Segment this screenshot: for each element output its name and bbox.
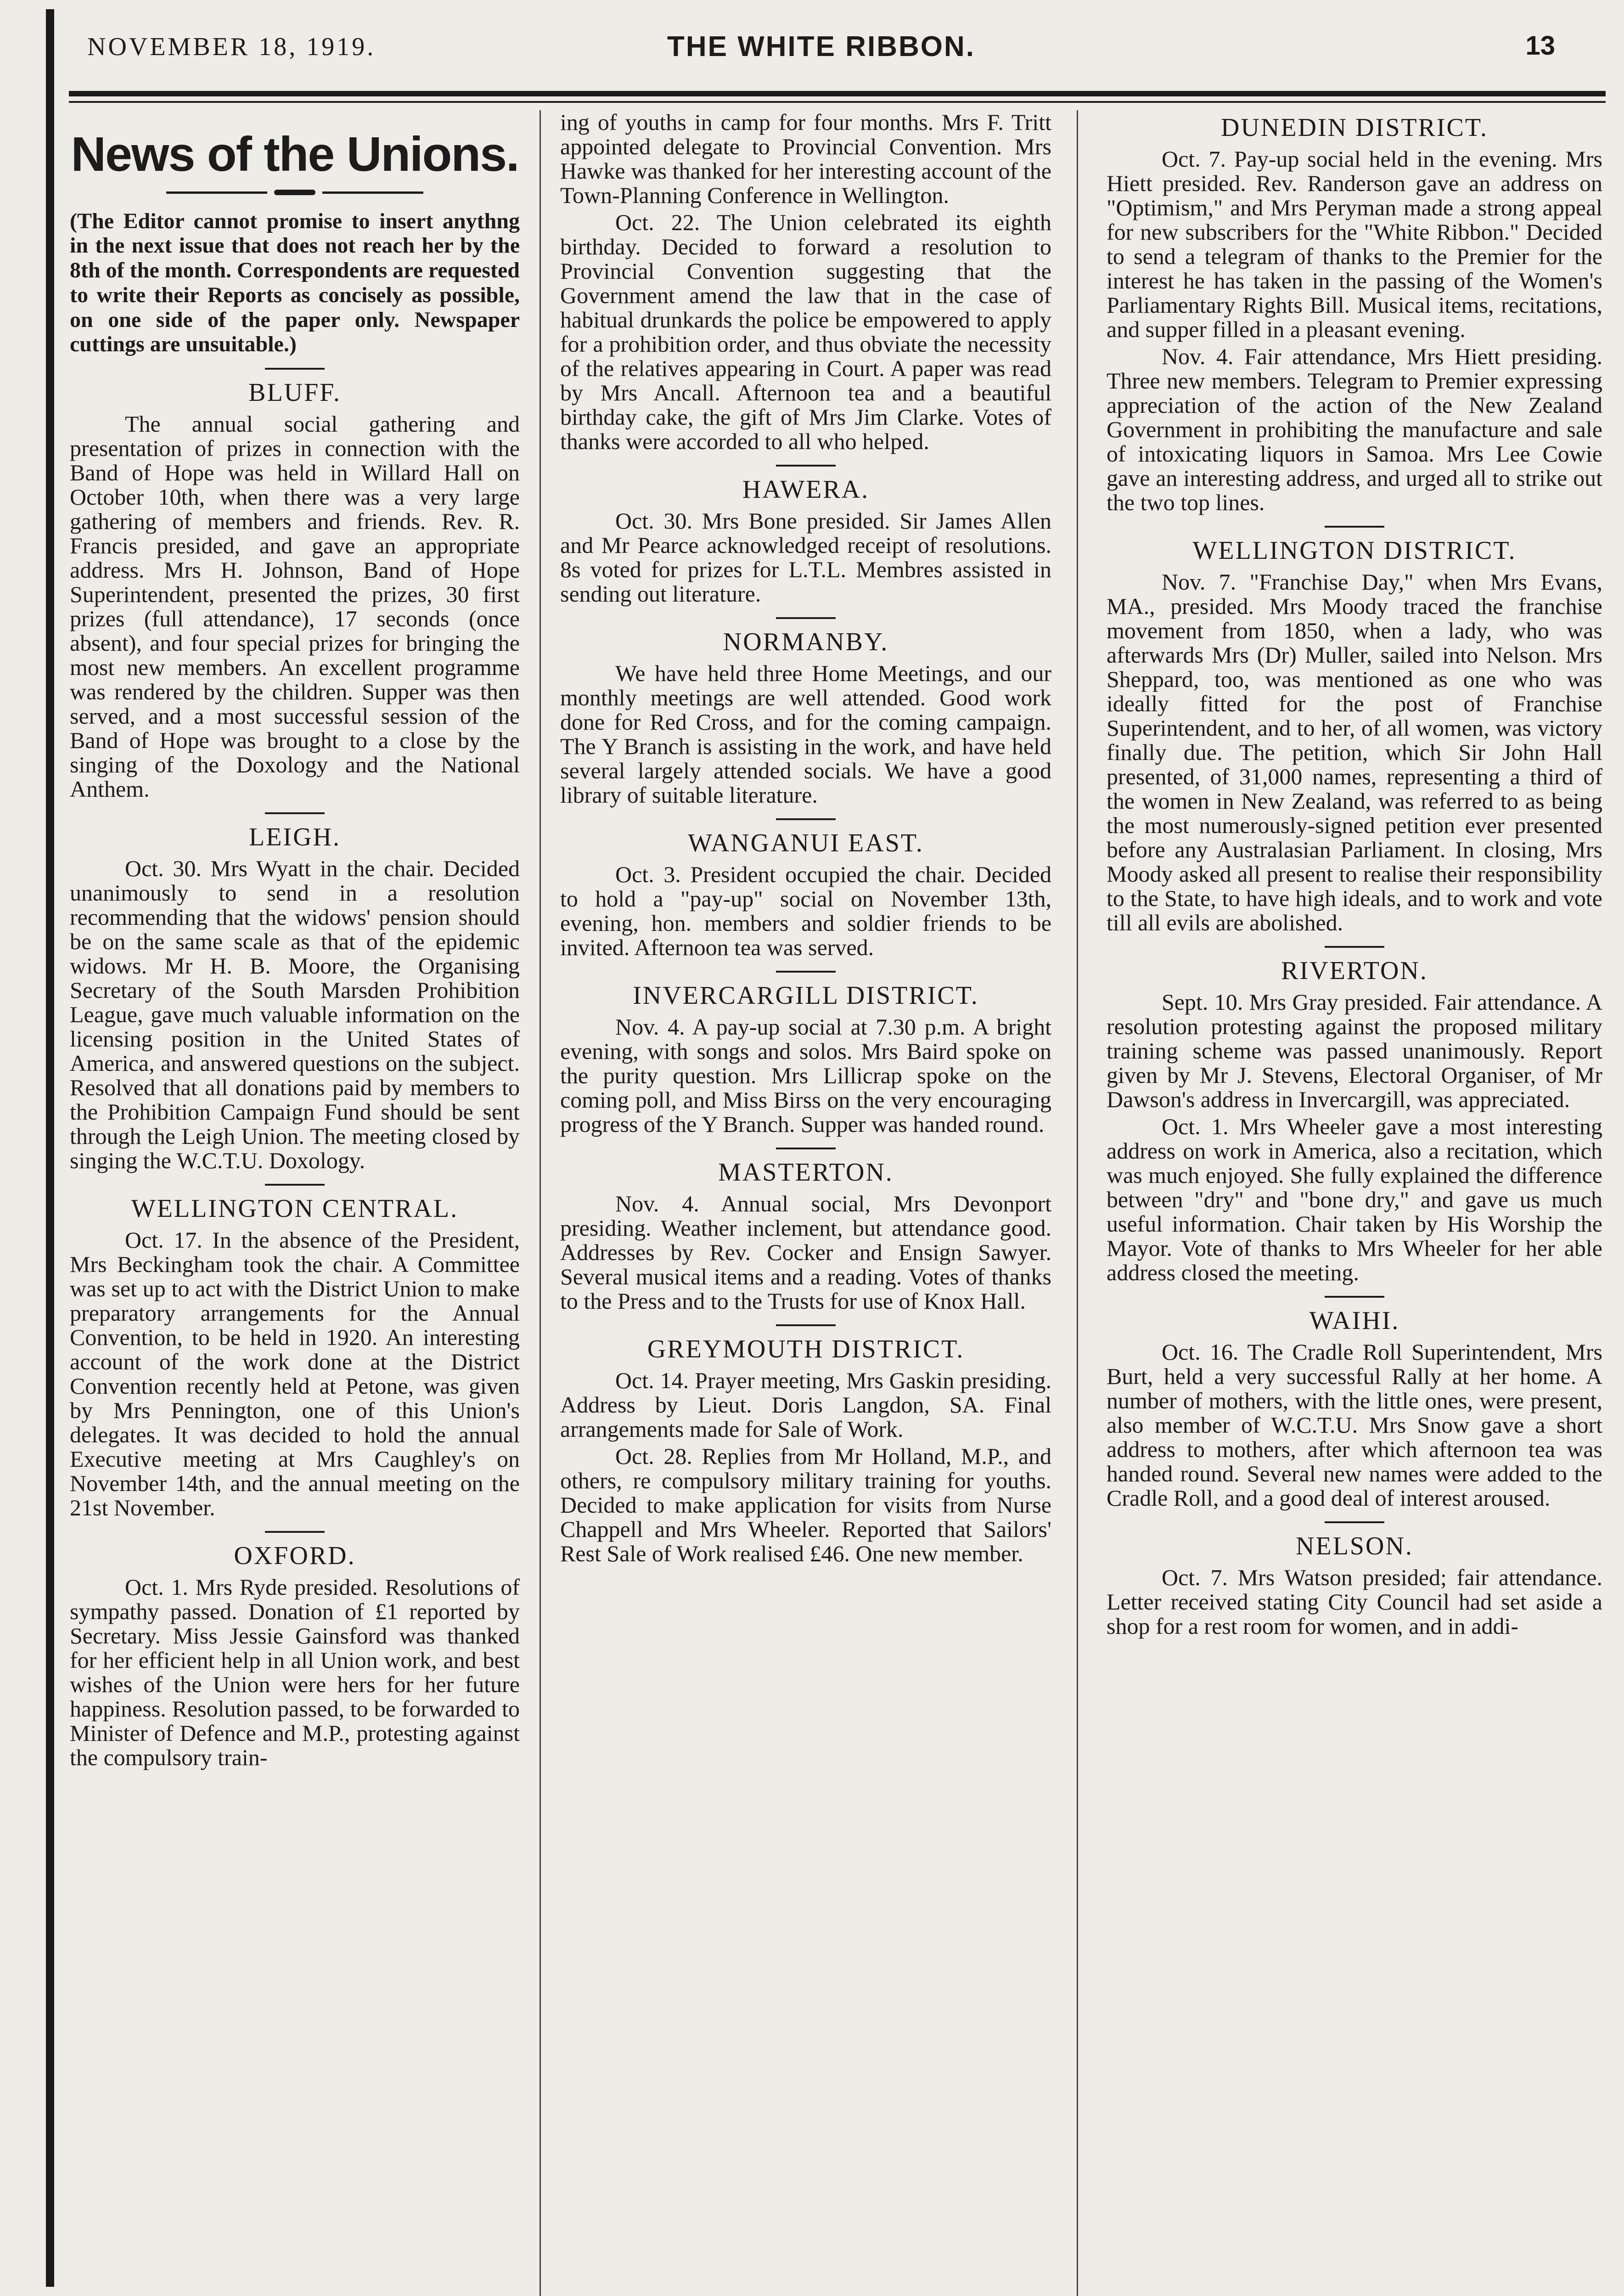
union-report [1107,110,1602,515]
report-paragraph: Oct. 22. The Union celebrated its eighth birthday. Decided to forward a resolution to Provincial Convention suggesting that the Government amend the law that in the case of habitual drunkards the police be empowered to apply for a prohibition order, and thus obviate the necessity of the relatives appearing in Court. A paper was read by Mrs Ancall. Afternoon tea and a beautiful birthday cake, the gift of Mrs Jim Clarke. Votes of thanks were accorded to all who helped. [560,209,1051,454]
report-paragraph: Nov. 4. A pay-up social at 7.30 p.m. A bright evening, with songs and solos. Mrs Baird spoke on the purity question. Mrs Lillicrap spoke on the coming poll, and Miss Birss on the very encouraging progress of the Y Branch. Supper was handed round. [560,1014,1051,1137]
header-rule-thick [69,91,1606,96]
page-number: 13 [1525,31,1555,61]
union-report [1107,1296,1602,1510]
union-heading: MASTERTON. [718,1158,893,1187]
report-paragraph: Oct. 17. In the absence of the President, Mrs Beckingham took the chair. A Committee was set up to act with the District Union to make preparatory arrangements for the Annual Convention, to be held in 1920. An interesting account of the work done at the District Convention recently held at Petone, was given by Mrs Pennington, one of this Union's delegates. It was decided to hold the annual Executive meeting at Mrs Caughley's on November 14th, and the annual meeting on the 21st November. [70,1227,520,1521]
section-rule [1325,1521,1384,1523]
union-report [70,368,520,801]
section-rule [1325,526,1384,528]
section-rule [776,617,836,619]
union-report [560,818,1051,960]
union-heading: OXFORD. [234,1542,356,1570]
union-report [560,110,1051,454]
union-heading: DUNEDIN DISTRICT. [1221,113,1488,142]
section-rule [1325,946,1384,948]
report-paragraph: Nov. 4. Fair attendance, Mrs Hiett presiding. Three new members. Telegram to Premier expressing appreciation of the action of the New Zealand Government in prohibiting the manufacture and sale of intoxicating liquors in Samoa. Mrs Lee Cowie gave an interesting address, and urged all to strike out the two top lines. [1107,343,1602,515]
issue-date: NOVEMBER 18, 1919. [87,33,376,61]
page-header [87,32,1555,69]
union-report [560,465,1051,606]
report-paragraph: Oct. 30. Mrs Wyatt in the chair. Decided unanimously to send in a resolution recommending that the widows' pension should be on the same scale as that of the epidemic widows. Mr H. B. Moore, the Organising Secretary of the South Marsden Prohibition League, gave much valuable information on the licensing position in the United States of America, and answered questions on the subject. Resolved that all donations paid by members to the Prohibition Campaign Fund should be sent through the Leigh Union. The meeting closed by singing the W.C.T.U. Doxology. [70,855,520,1174]
editor-notice: (The Editor cannot promise to insert anythng in the next issue that does not reach her by the 8th of the month. Correspondents are requested to write their Reports as concisely as possible, on one side of the paper only. Newspaper cuttings are unsuitable.) [70,208,520,357]
column-divider [539,110,541,2296]
column-3 [1107,110,1602,2296]
section-rule [776,1148,836,1149]
column-3-articles [1107,110,1602,1638]
section-rule [265,812,325,814]
report-paragraph: Oct. 7. Mrs Watson presided; fair attendance. Letter received stating City Council had set aside a shop for a rest room for women, and in addi- [1107,1564,1602,1639]
section-rule [265,1531,325,1533]
report-paragraph: Oct. 1. Mrs Wheeler gave a most interesting address on work in America, also a recitation, which was much enjoyed. She fully explained the difference between "dry" and "bone dry," and gave us much useful information. Chair taken by His Worship the Mayor. Vote of thanks to Mrs Wheeler for her able address closed the meeting. [1107,1114,1602,1285]
column-1 [70,110,520,2296]
report-paragraph: The annual social gathering and presentation of prizes in connection with the Band of Hope was held in Willard Hall on October 10th, when there was a very large gathering of members and friends. Rev. R. Francis presided, and gave an appropriate address. Mrs H. Johnson, Band of Hope Superintendent, presented the prizes, 30 first prizes (full attendance), 17 seconds (once absent), and four special prizes for bringing the most new members. An excellent programme was rendered by the children. Supper was then served, and a most successful session of the Band of Hope was brought to a close by the singing of the Doxology and the National Anthem. [70,411,520,802]
report-paragraph: Oct. 14. Prayer meeting, Mrs Gaskin presiding. Address by Lieut. Doris Langdon, SA. Final arrangements made for Sale of Work. [560,1367,1051,1442]
union-report [560,1324,1051,1566]
union-heading: BLUFF. [248,378,341,407]
union-report [70,812,520,1173]
header-rule-thin [69,101,1606,103]
union-report [1107,1521,1602,1638]
union-report [560,971,1051,1137]
section-rule [265,368,325,370]
report-paragraph: Nov. 4. Annual social, Mrs Devonport presiding. Weather inclement, but attendance good. Addresses by Rev. Cocker and Ensign Sawyer. Several musical items and a reading. Votes of thanks to the Press and to the Trusts for use of Knox Hall. [560,1191,1051,1314]
union-report [70,1531,520,1770]
publication-title: THE WHITE RIBBON. [667,31,975,62]
union-heading: HAWERA. [742,475,870,504]
section-rule [776,465,836,467]
union-heading: WANGANUI EAST. [688,829,924,857]
union-heading: NELSON. [1296,1532,1413,1560]
column-2-articles [560,110,1051,1566]
union-report [1107,946,1602,1285]
section-rule [265,1184,325,1186]
section-rule [776,971,836,973]
union-heading: WAIHI. [1309,1306,1400,1335]
union-report [1107,526,1602,935]
union-heading: INVERCARGILL DISTRICT. [633,981,979,1010]
union-heading: WELLINGTON CENTRAL. [131,1194,459,1223]
union-heading: LEIGH. [249,823,341,852]
union-heading: GREYMOUTH DISTRICT. [647,1335,965,1363]
section-title: News of the Unions. [71,127,519,181]
report-paragraph: Oct. 28. Replies from Mr Holland, M.P., and others, re compulsory military training for youths. Decided to make application for visits from Nurse Chappell and Mrs Wheeler. Reported that Sailors' Rest Sale of Work realised £46. One new member. [560,1443,1051,1566]
report-paragraph: Nov. 7. "Franchise Day," when Mrs Evans, MA., presided. Mrs Moody traced the franchise movement from 1850, when a lady, who was afterwards Mrs (Dr) Muller, sailed into Nelson. Mrs Sheppard, too, was mentioned as one who was ideally fitted for the post of Franchise Superintendent, and to her, of all women, was victory finally due. The petition, which Sir John Hall presented, of 31,000 names, representing a third of the women in New Zealand, was referred to as being the most numerously-signed petition ever presented before any Australasian Parliament. In closing, Mrs Moody asked all present to realise their responsibility to the State, to have high ideals, and to work and vote till all evils are abolished. [1107,569,1602,935]
column-divider [1077,110,1078,2296]
report-paragraph: Sept. 10. Mrs Gray presided. Fair attendance. A resolution protesting against the proposed military training scheme was passed unanimously. Report given by Mr J. Stevens, Electoral Organiser, of Mr Dawson's address in Invercargill, was appreciated. [1107,989,1602,1112]
union-heading: RIVERTON. [1281,957,1428,985]
binding-edge [46,9,54,2287]
column-1-articles [70,368,520,1770]
union-report [70,1184,520,1520]
report-paragraph: We have held three Home Meetings, and our monthly meetings are well attended. Good work done for Red Cross, and for the coming campaign. The Y Branch is assisting in the work, and have held several largely attended socials. We have a good library of suitable literature. [560,660,1051,808]
report-paragraph: Oct. 16. The Cradle Roll Superintendent, Mrs Burt, held a very successful Rally at her home. A number of mothers, with the little ones, were present, also member of W.C.T.U. Mrs Snow gave a short address to mothers, after which afternoon tea was handed round. Several new names were added to the Cradle Roll, and a good deal of interest aroused. [1107,1339,1602,1511]
report-paragraph: Oct. 30. Mrs Bone presided. Sir James Allen and Mr Pearce acknowledged receipt of resolutions. 8s voted for prizes for L.T.L. Membres assisted in sending out literature. [560,508,1051,607]
section-rule [776,1324,836,1326]
report-paragraph: ing of youths in camp for four months. Mrs F. Tritt appointed delegate to Provincial Convention. Mrs Hawke was thanked for her interesting account of the Town-Planning Conference in Wellington. [560,110,1051,208]
section-rule [776,818,836,820]
union-heading: WELLINGTON DISTRICT. [1192,536,1517,565]
report-paragraph: Oct. 7. Pay-up social held in the evening. Mrs Hiett presided. Rev. Randerson gave an address on "Optimism," and Mrs Peryman made a strong appeal for new subscribers for the "White Ribbon." Decided to send a telegram of thanks to the Premier for the interest he has taken in the passing of the Women's Parliamentary Rights Bill. Musical items, recitations, and supper filled in a pleasant evening. [1107,146,1602,342]
title-ornament [166,190,423,195]
union-report [560,617,1051,807]
report-paragraph: Oct. 3. President occupied the chair. Decided to hold a "pay-up" social on November 13th, evening, hon. members and soldier friends to be invited. Afternoon tea was served. [560,861,1051,960]
column-2 [560,110,1051,2296]
section-rule [1325,1296,1384,1298]
report-paragraph: Oct. 1. Mrs Ryde presided. Resolutions of sympathy passed. Donation of £1 reported by Secretary. Miss Jessie Gainsford was thanked for her efficient help in all Union work, and best wishes of the Union were hers for her future happiness. Resolution passed, to be forwarded to Minister of Defence and M.P., protesting against the compulsory train- [70,1574,520,1771]
union-heading: NORMANBY. [723,628,889,656]
union-report [560,1148,1051,1313]
